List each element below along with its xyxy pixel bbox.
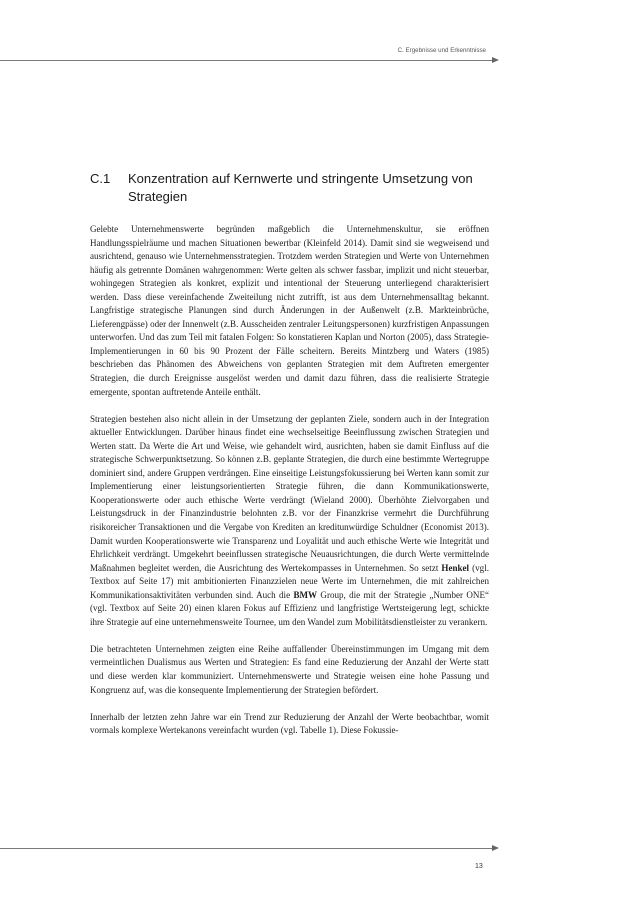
footer-rule: [0, 848, 492, 849]
paragraph-text: Die betrachteten Unternehmen zeigten eine Reihe auffallender Übereinstimmungen im Umgang mit dem vermeintlichen Dualismus aus Werten und Strategien: Es fand eine Reduzierung der Anzahl der Werte statt und diese werden klar kommuniziert. Unternehmenswerte und Strategie weisen eine hohe Passung und Kongruenz auf, was die konsequente Implementierung der Strategien befördert.: [90, 643, 489, 695]
company-name: BMW: [293, 589, 318, 600]
paragraph-text: Innerhalb der letzten zehn Jahre war ein Trend zur Reduzierung der Anzahl der Werte beobachtbar, womit vormals komplexe Wertekanons vereinfacht wurden (vgl. Tabelle 1). Diese Fokussie-: [90, 711, 489, 736]
body-text: [90, 223, 489, 751]
section-heading: [90, 170, 490, 206]
header-rule: [0, 60, 492, 61]
page-number: 13: [475, 863, 483, 870]
paragraph: [90, 413, 489, 630]
section-title: Konzentration auf Kernwerte und stringente Umsetzung von Strategien: [128, 171, 473, 204]
paragraph-text: (vgl. Textbox auf Seite 17) mit ambitionierten Finanzzielen neue Werte im Unternehmen, die mit zahlreichen Kommunikationsaktivitäten verbunden sind. Auch die: [90, 562, 489, 600]
running-header: C. Ergebnisse und Erkenntnisse: [397, 47, 486, 54]
arrow-right-icon: [492, 845, 499, 851]
paragraph-text: Group, die mit der Strategie „Number ONE“ (vgl. Textbox auf Seite 20) einen klaren Fokus auf Effizienz und langfristige Wertsteigerung legt, schickte ihre Strategie auf eine unternehmensweite Tournee, um den Wandel zum Mobilitätsdienstleister zu verankern.: [90, 589, 489, 627]
paragraph: [90, 711, 489, 738]
section-number: C.1: [90, 171, 111, 186]
company-name: Henkel: [441, 562, 470, 573]
paragraph: [90, 223, 489, 399]
arrow-right-icon: [492, 57, 499, 63]
paragraph: [90, 643, 489, 697]
paragraph-text: Gelebte Unternehmenswerte begründen maßgeblich die Unternehmenskultur, sie eröffnen Handlungsspielräume und machen Situationen bewertbar (Kleinfeld 2014). Damit sind sie wegweisend und ausrichtend, genauso wie Unternehmensstrategien. Trotzdem werden Strategien und Werte von Unternehmen häufig als getrennte Domänen wahrgenommen: Werte gelten als schwer fassbar, implizit und nicht steuerbar, wohingegen Strategien als konkret, explizit und intentional der Steuerung unterliegend charakterisiert werden. Dass diese vereinfachende Zweiteilung nicht zutrifft, ist aus dem Unternehmensalltag bekannt. Langfristige strategische Planungen sind durch Änderungen in der Außenwelt (z.B. Markteinbrüche, Lieferengpässe) oder der Innenwelt (z.B. Ausscheiden zentraler Leitungspersonen) kurzfristigen Anpassungen unterworfen. Und das zum Teil mit fatalen Folgen: So konstatieren Kaplan und Norton (2005), dass Strategie-Implementierungen in 60 bis 90 Prozent der Fälle scheitern. Bereits Mintzberg und Waters (1985) beschrieben das Phänomen des Abweichens von geplanten Strategien mit dem Auftreten emergenter Strategien, die durch Ereignisse ausgelöst werden und damit dazu führen, dass die realisierte Strategie emergente, spontan auftretende Anteile enthält.: [90, 224, 489, 397]
paragraph-text: Strategien bestehen also nicht allein in der Umsetzung der geplanten Ziele, sondern auch in der Integration aktueller Entwicklungen. Darüber hinaus findet eine wechselseitige Beeinflussung zwischen Strategien und Werten statt. Da Werte die Art und Weise, wie gehandelt wird, ausrichten, haben sie damit Einfluss auf die strategische Schwerpunktsetzung. So können z.B. geplante Strategien, die durch eine bestimmte Wertegruppe dominiert sind, andere Gruppen verdrängen. Eine einseitige Leistungsfokussierung bei Werten kann somit zur Implementierung einer leistungsorientierten Strategie führen, die dann Kommunikationswerte, Kooperationswerte oder auch ethische Werte verdrängt (Wieland 2000). Überhöhte Zielvorgaben und Leistungsdruck in der Finanzindustrie belohnten z.B. vor der Finanzkrise vermehrt die Durchführung risikoreicher Transaktionen und die Vergabe von Krediten an kreditunwürdige Schuldner (Economist 2013). Damit wurden Kooperationswerte wie Transparenz und Loyalität und auch ethische Werte wie Integrität und Ehrlichkeit verdrängt. Umgekehrt beeinflussen strategische Neuausrichtungen, die durch Werte vermittelnde Maßnahmen begleitet werden, die Ausrichtung des Wertekompasses in Unternehmen. So setzt: [90, 413, 489, 573]
